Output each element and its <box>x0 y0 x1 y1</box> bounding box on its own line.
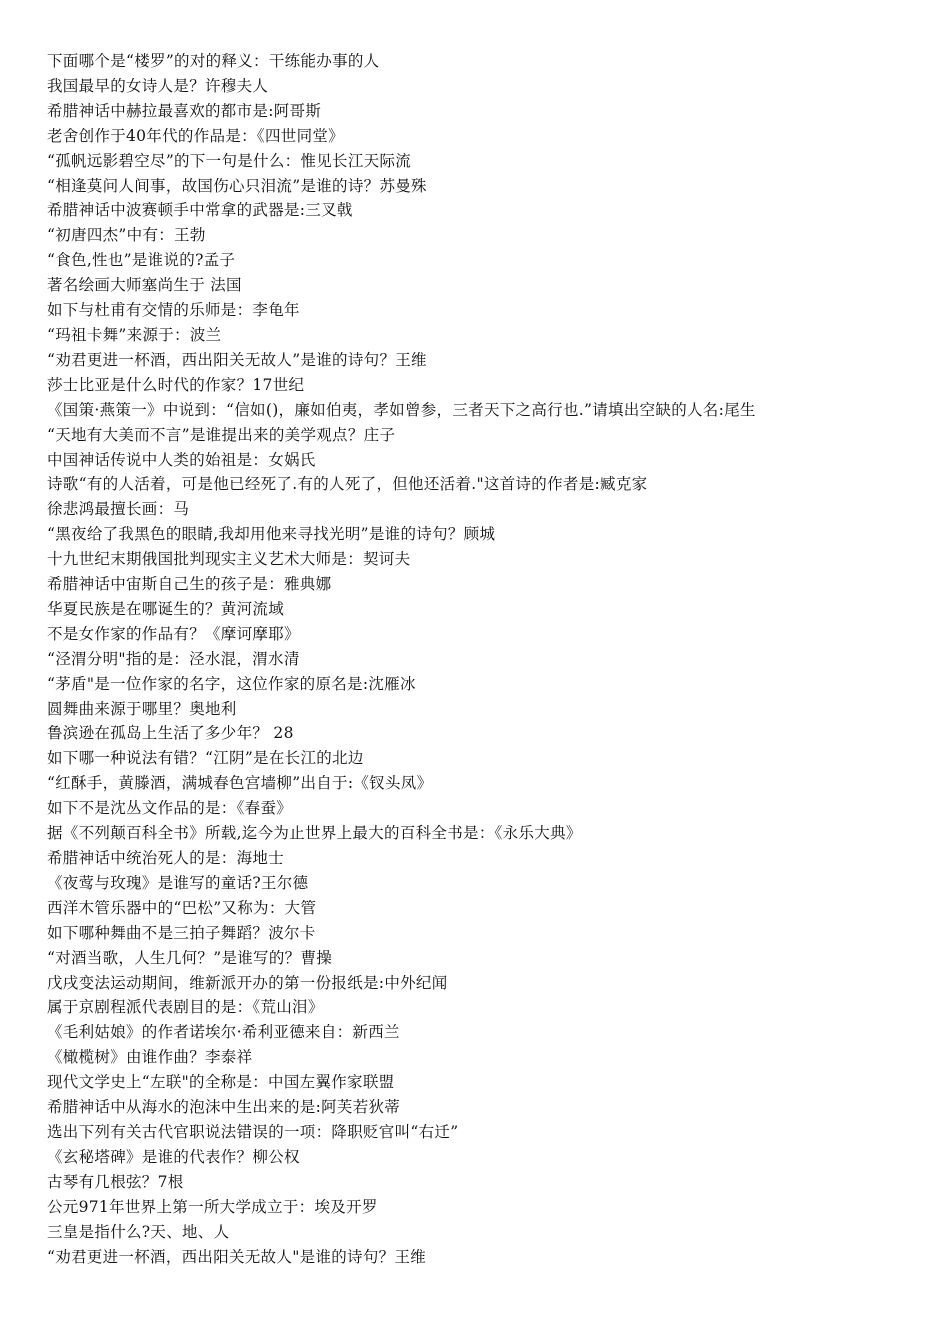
qa-line: 老舍创作于40年代的作品是：《四世同堂》 <box>47 126 344 145</box>
qa-line: 属于京剧程派代表剧目的是：《荒山泪》 <box>47 998 324 1017</box>
qa-line: 希腊神话中宙斯自己生的孩子是：雅典娜 <box>47 575 332 594</box>
qa-line: “食色,性也”是谁说的?孟子 <box>47 251 236 270</box>
qa-line: 希腊神话中统治死人的是：海地士 <box>47 849 285 867</box>
qa-line: 如下与杜甫有交情的乐师是：李龟年 <box>47 301 300 320</box>
qa-line: “相逢莫问人间事，故国伤心只泪流”是谁的诗？苏曼殊 <box>47 176 427 195</box>
qa-line: “劝君更进一杯酒，西出阳关无故人”是谁的诗句？王维 <box>47 350 427 369</box>
qa-line: 下面哪个是“楼罗”的对的释义：干练能办事的人 <box>47 52 380 70</box>
qa-line: 《国策·燕策一》中说到：“信如()，廉如伯夷，孝如曾参，三者天下之高行也.”请填出空缺的人名:尾生 <box>47 400 756 419</box>
qa-line: 选出下列有关古代官职说法错误的一项：降职贬官叫“右迁” <box>47 1122 459 1141</box>
qa-line: 希腊神话中波赛顿手中常拿的武器是:三叉戟 <box>47 201 353 220</box>
qa-line: 华夏民族是在哪诞生的？黄河流域 <box>47 599 285 618</box>
qa-line: 《橄榄树》由谁作曲？李泰祥 <box>47 1048 253 1067</box>
qa-line: 《玄秘塔碑》是谁的代表作？柳公权 <box>47 1147 300 1166</box>
qa-line: 鲁滨逊在孤岛上生活了多少年？ 28 <box>47 724 294 743</box>
qa-line: “红酥手，黄滕酒，满城春色宫墙柳”出自于:《钗头凤》 <box>47 774 433 793</box>
qa-line: 《毛利姑娘》的作者诺埃尔·希利亚德来自：新西兰 <box>47 1023 400 1042</box>
qa-line: 公元971年世界上第一所大学成立于：埃及开罗 <box>47 1197 378 1216</box>
qa-line: “孤帆远影碧空尽”的下一句是什么：惟见长江天际流 <box>47 151 412 170</box>
qa-line: “初唐四杰”中有：王勃 <box>47 226 206 245</box>
qa-line: “天地有大美而不言”是谁提出来的美学观点？庄子 <box>47 425 396 444</box>
qa-line: “黑夜给了我黑色的眼睛,我却用他来寻找光明”是谁的诗句？顾城 <box>47 525 496 544</box>
qa-line: 现代文学史上“左联"的全称是：中国左翼作家联盟 <box>47 1073 395 1092</box>
qa-line: “茅盾"是一位作家的名字，这位作家的原名是:沈雁冰 <box>47 674 416 693</box>
qa-line: 著名绘画大师塞尚生于 法国 <box>47 276 242 295</box>
qa-line: “玛祖卡舞”来源于：波兰 <box>47 325 222 344</box>
qa-line: 戊戌变法运动期间，维新派开办的第一份报纸是:中外纪闻 <box>47 973 448 992</box>
qa-line: “泾渭分明"指的是：泾水混，渭水清 <box>47 649 300 668</box>
document-body <box>47 49 913 1269</box>
qa-line: 莎士比亚是什么时代的作家？17世纪 <box>47 375 305 394</box>
qa-line: 十九世纪末期俄国批判现实主义艺术大师是：契诃夫 <box>47 550 411 569</box>
qa-line: 三皇是指什么?天、地、人 <box>47 1222 230 1241</box>
qa-line: 诗歌“有的人活着，可是他已经死了.有的人死了，但他还活着."这首诗的作者是:臧克家 <box>47 475 648 494</box>
qa-line: 西洋木管乐器中的“巴松”又称为：大管 <box>47 898 317 917</box>
qa-line: 圆舞曲来源于哪里？奥地利 <box>47 699 237 718</box>
qa-line: 不是女作家的作品有？《摩诃摩耶》 <box>47 624 300 643</box>
qa-line: 古琴有几根弦？7根 <box>47 1172 184 1191</box>
qa-line: 希腊神话中赫拉最喜欢的都市是:阿哥斯 <box>47 101 322 120</box>
qa-line: 徐悲鸿最擅长画：马 <box>47 500 190 519</box>
qa-line: 中国神话传说中人类的始祖是：女娲氏 <box>47 450 316 469</box>
qa-line: 希腊神话中从海水的泡沫中生出来的是:阿芙若狄蒂 <box>47 1098 401 1117</box>
qa-line: 据《不列颠百科全书》所载,迄今为止世界上最大的百科全书是：《永乐大典》 <box>47 824 582 843</box>
qa-line: 《夜莺与玫瑰》是谁写的童话?王尔德 <box>47 873 309 892</box>
qa-line: “对酒当歌，人生几何？”是谁写的？曹操 <box>47 948 333 967</box>
qa-line: 如下哪种舞曲不是三拍子舞蹈？波尔卡 <box>47 923 316 942</box>
qa-line: 如下哪一种说法有错？“江阴”是在长江的北边 <box>47 749 364 768</box>
qa-line: “劝君更进一杯酒，西出阳关无故人"是谁的诗句？王维 <box>47 1247 427 1266</box>
qa-line: 如下不是沈丛文作品的是：《春蚕》 <box>47 799 293 818</box>
qa-line: 我国最早的女诗人是？许穆夫人 <box>47 76 269 95</box>
